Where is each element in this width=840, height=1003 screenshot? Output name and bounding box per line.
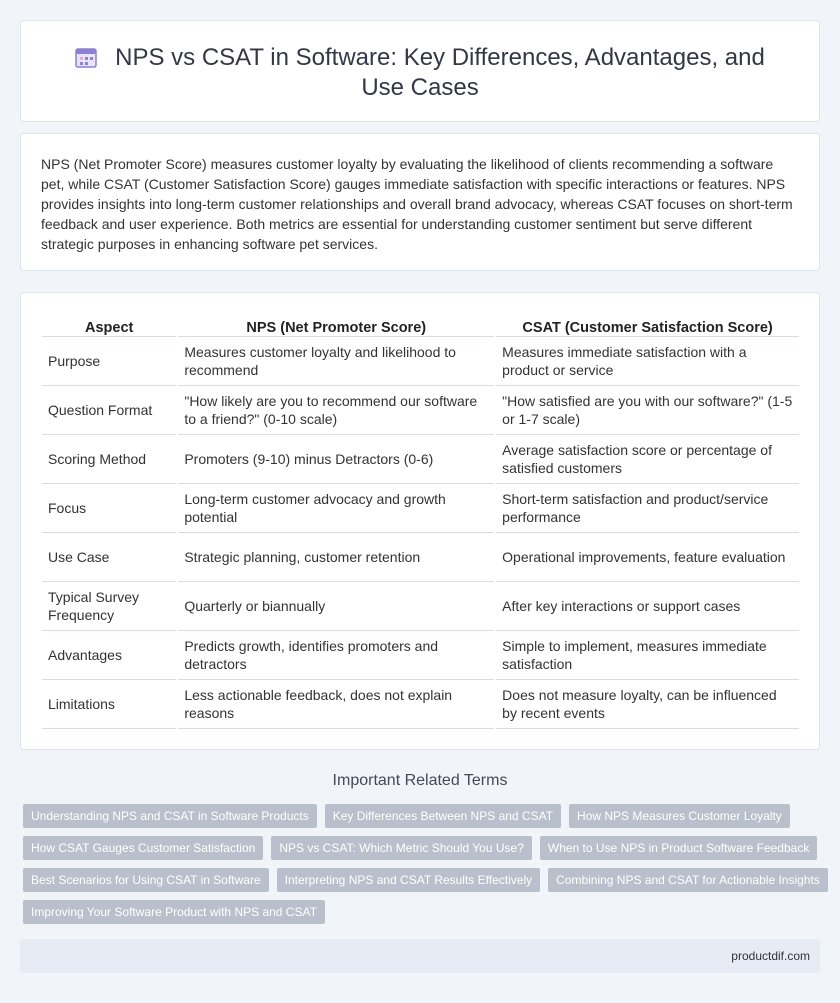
cell-nps: "How likely are you to recommend our software to a friend?" (0-10 scale) bbox=[178, 386, 494, 435]
footer-site-link[interactable]: productdif.com bbox=[731, 949, 810, 963]
cell-csat: Simple to implement, measures immediate satisfaction bbox=[496, 631, 799, 680]
page-title-wrap bbox=[57, 43, 783, 103]
cell-csat: Does not measure loyalty, can be influenced by recent events bbox=[496, 680, 799, 729]
cell-nps: Strategic planning, customer retention bbox=[178, 533, 494, 582]
cell-csat: "How satisfied are you with our software?" (1-5 or 1-7 scale) bbox=[496, 386, 799, 435]
related-term-link[interactable]: Best Scenarios for Using CSAT in Software bbox=[23, 868, 269, 892]
page-title: NPS vs CSAT in Software: Key Differences, Advantages, and Use Cases bbox=[115, 44, 765, 101]
cell-nps: Less actionable feedback, does not explain reasons bbox=[178, 680, 494, 729]
table-row bbox=[42, 386, 799, 435]
cell-csat: Average satisfaction score or percentage of satisfied customers bbox=[496, 435, 799, 484]
header-aspect: Aspect bbox=[42, 315, 176, 337]
table-row bbox=[42, 435, 799, 484]
cell-nps: Predicts growth, identifies promoters and detractors bbox=[178, 631, 494, 680]
related-terms-heading: Important Related Terms bbox=[332, 772, 508, 789]
cell-aspect: Use Case bbox=[42, 533, 176, 582]
header-csat: CSAT (Customer Satisfaction Score) bbox=[496, 315, 799, 337]
title-card bbox=[20, 20, 820, 122]
comparison-table bbox=[42, 315, 799, 729]
table-row bbox=[42, 484, 799, 533]
cell-csat: After key interactions or support cases bbox=[496, 582, 799, 631]
cell-nps: Quarterly or biannually bbox=[178, 582, 494, 631]
cell-aspect: Scoring Method bbox=[42, 435, 176, 484]
cell-csat: Short-term satisfaction and product/service performance bbox=[496, 484, 799, 533]
table-row bbox=[42, 337, 799, 386]
related-terms-list bbox=[23, 804, 823, 932]
cell-nps: Measures customer loyalty and likelihood to recommend bbox=[178, 337, 494, 386]
related-term-link[interactable]: Interpreting NPS and CSAT Results Effectively bbox=[277, 868, 540, 892]
related-term-link[interactable]: How NPS Measures Customer Loyalty bbox=[569, 804, 790, 828]
related-term-link[interactable]: Understanding NPS and CSAT in Software Products bbox=[23, 804, 317, 828]
footer bbox=[20, 939, 820, 973]
cell-nps: Long-term customer advocacy and growth potential bbox=[178, 484, 494, 533]
cell-csat: Operational improvements, feature evaluation bbox=[496, 533, 799, 582]
cell-csat: Measures immediate satisfaction with a product or service bbox=[496, 337, 799, 386]
header-nps: NPS (Net Promoter Score) bbox=[178, 315, 494, 337]
related-term-link[interactable]: Combining NPS and CSAT for Actionable Insights bbox=[548, 868, 828, 892]
table-row bbox=[42, 680, 799, 729]
related-term-link[interactable]: NPS vs CSAT: Which Metric Should You Use? bbox=[271, 836, 532, 860]
intro-card bbox=[20, 133, 820, 271]
related-term-link[interactable]: When to Use NPS in Product Software Feedback bbox=[540, 836, 817, 860]
comparison-table-card bbox=[20, 292, 820, 750]
table-row bbox=[42, 631, 799, 680]
table-header-row bbox=[42, 315, 799, 337]
intro-paragraph: NPS (Net Promoter Score) measures customer loyalty by evaluating the likelihood of clients recommending a software pet, while CSAT (Customer Satisfaction Score) gauges immediate satisfaction with specific interactions or features. NPS provides insights into long-term customer relationships and overall brand advocacy, whereas CSAT focuses on short-term feedback and user experience. Both metrics are essential for understanding customer sentiment but serve different strategic purposes in enhancing software pet services. bbox=[41, 156, 793, 252]
cell-aspect: Purpose bbox=[42, 337, 176, 386]
cell-aspect: Typical Survey Frequency bbox=[42, 582, 176, 631]
calendar-icon bbox=[75, 46, 97, 68]
table-row bbox=[42, 533, 799, 582]
related-term-link[interactable]: Key Differences Between NPS and CSAT bbox=[325, 804, 561, 828]
cell-nps: Promoters (9-10) minus Detractors (0-6) bbox=[178, 435, 494, 484]
cell-aspect: Advantages bbox=[42, 631, 176, 680]
table-row bbox=[42, 582, 799, 631]
related-term-link[interactable]: Improving Your Software Product with NPS and CSAT bbox=[23, 900, 325, 924]
cell-aspect: Question Format bbox=[42, 386, 176, 435]
related-term-link[interactable]: How CSAT Gauges Customer Satisfaction bbox=[23, 836, 263, 860]
cell-aspect: Limitations bbox=[42, 680, 176, 729]
cell-aspect: Focus bbox=[42, 484, 176, 533]
